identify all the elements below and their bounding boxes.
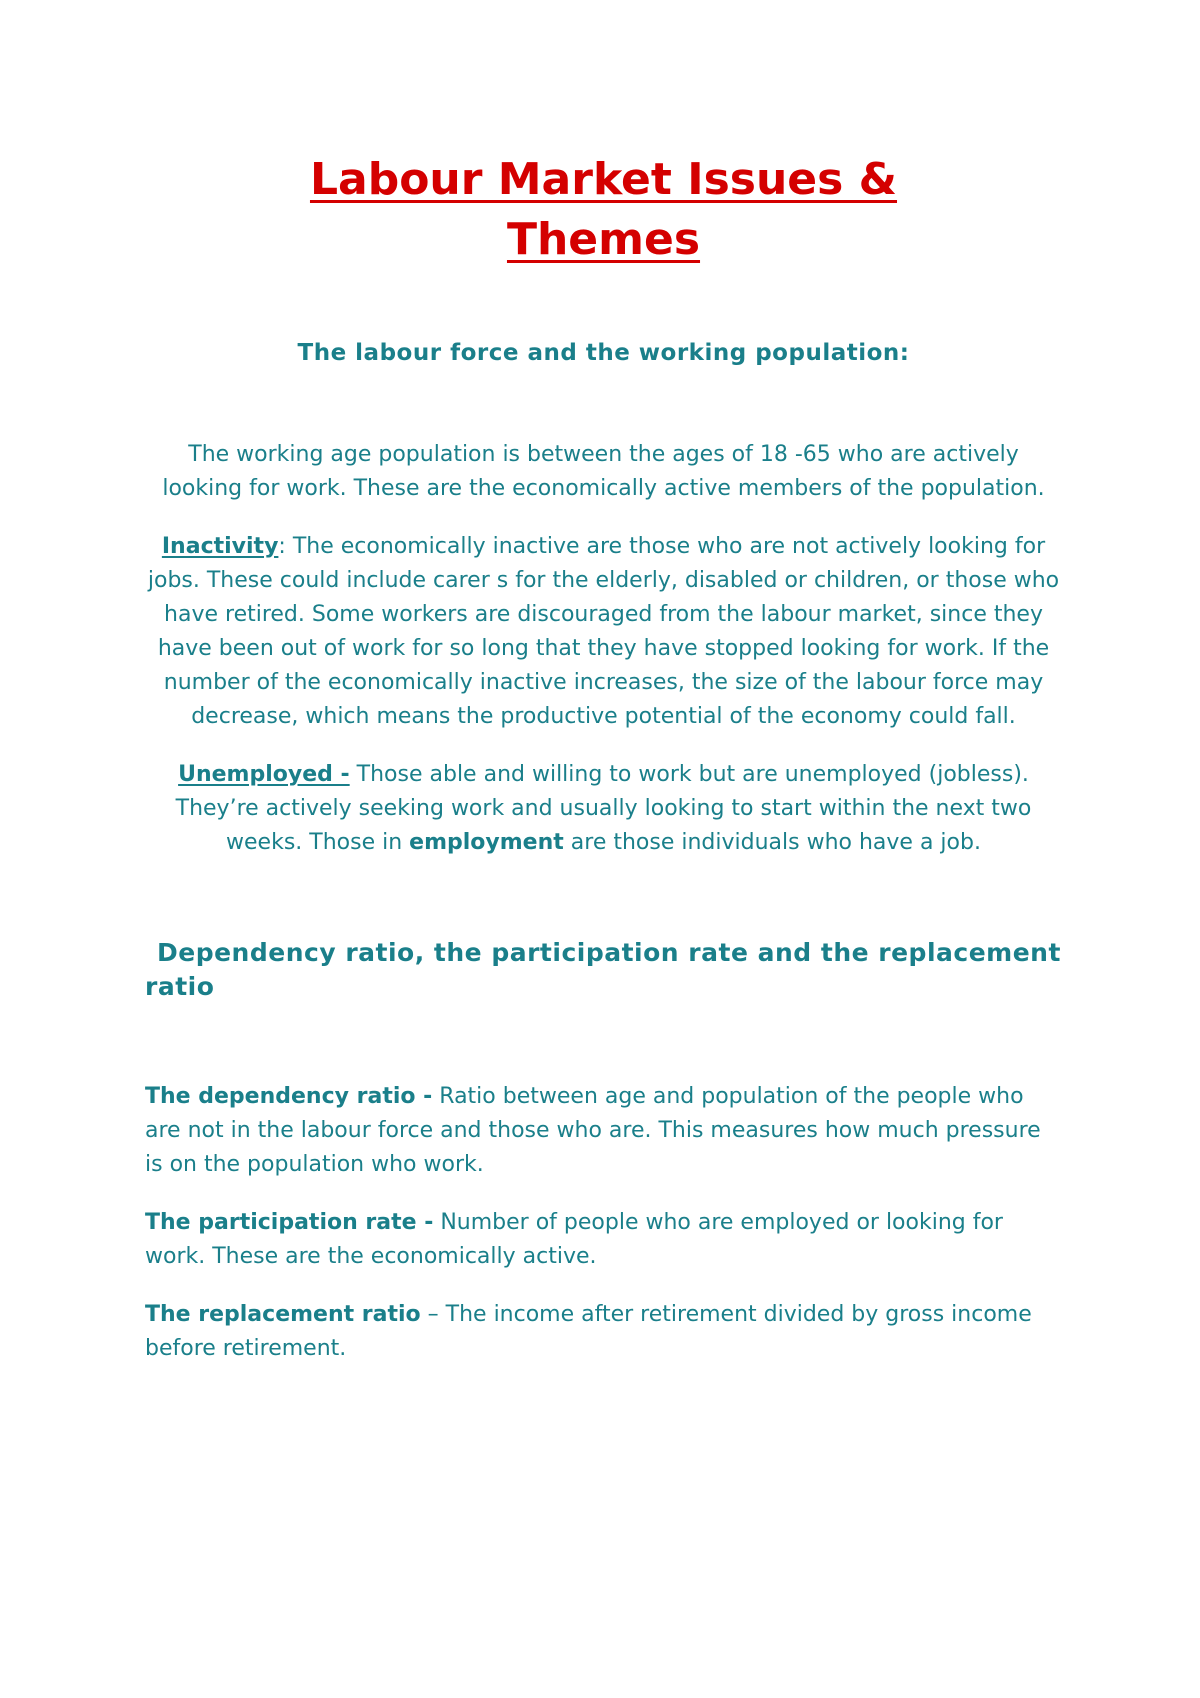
definition-replacement-ratio	[145, 1298, 1062, 1366]
term-employment: employment	[409, 830, 564, 855]
definition-dependency-ratio-text: Ratio between age and population of the people who are not in the labour force and those who are. This measures how much pressure is on the population who work.	[145, 1084, 1041, 1177]
inactivity-text: The economically inactive are those who are not actively looking for jobs. These could include carer s for the elderly, disabled or children, or those who have retired. Some workers are discouraged from the labour market, since they have been out of work for so long that they have stopped looking for work. If the number of the economically inactive increases, the size of the labour force may decrease, which means the productive potential of the economy could fall.	[147, 534, 1060, 729]
term-dependency-ratio: The dependency ratio -	[145, 1084, 433, 1109]
document-title	[145, 150, 1062, 270]
definition-dependency-ratio	[145, 1080, 1062, 1182]
term-unemployed: Unemployed -	[178, 762, 350, 787]
definition-replacement-ratio-text: – The income after retirement divided by gross income before retirement.	[145, 1302, 1032, 1361]
paragraph-inactivity	[145, 530, 1062, 734]
title-line-1: Labour Market Issues &	[309, 154, 898, 205]
section-heading-labour-force: The labour force and the working population:	[297, 340, 910, 366]
term-participation-rate: The participation rate -	[145, 1210, 434, 1235]
definition-participation-rate	[145, 1206, 1062, 1274]
unemployed-text-after: are those individuals who have a job.	[563, 830, 981, 855]
paragraph-working-age: The working age population is between the ages of 18 -65 who are actively looking for work. These are the economically active members of the population.	[162, 442, 1045, 501]
unemployed-text-before: Those able and willing to work but are unemployed (jobless). They’re actively seeking work and usually looking to start within the next two weeks. Those in	[175, 762, 1032, 855]
term-inactivity: Inactivity	[161, 534, 279, 559]
paragraph-unemployed	[145, 758, 1062, 860]
definition-participation-rate-text: Number of people who are employed or looking for work. These are the economically active.	[145, 1210, 1003, 1269]
title-line-2: Themes	[506, 214, 701, 265]
section-heading-dependency	[145, 936, 1062, 1004]
section-heading-dependency-text: Dependency ratio, the participation rate and the replacement ratio	[145, 938, 1061, 1001]
term-inactivity-colon: :	[278, 534, 286, 559]
term-replacement-ratio: The replacement ratio	[145, 1302, 421, 1327]
